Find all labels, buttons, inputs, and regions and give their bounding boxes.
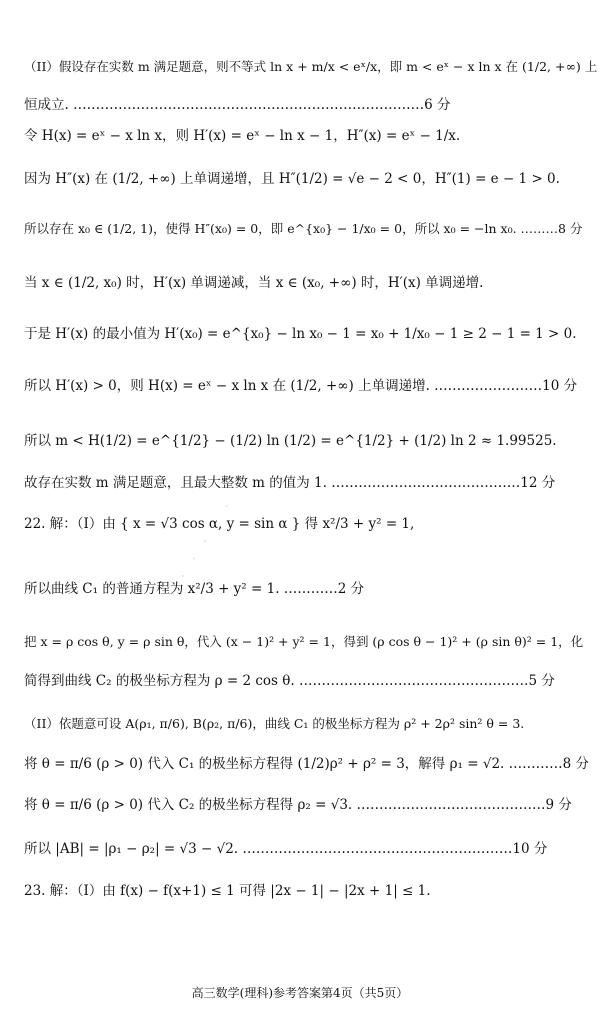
page-footer: 高三数学(理科)参考答案第4页（共5页） <box>191 986 409 1000</box>
text-line-7: 于是 H′(x) 的最小值为 H′(x₀) = e^{x₀} − ln x₀ − 1 = x₀ + 1/x₀ − 1 ≥ 2 − 1 = 1 > 0. <box>24 326 577 342</box>
text-line-10: 故存在实数 m 满足题意，且最大整数 m 的值为 1. ……………………………………12 分 <box>24 475 556 491</box>
text-line-3: 令 H(x) = eˣ − x ln x，则 H′(x) = eˣ − ln x − 1，H″(x) = eˣ − 1/x. <box>24 128 461 144</box>
text-line-2: 恒成立. ……………………………………………………………………6 分 <box>24 97 451 113</box>
watermark: · · · · · · <box>160 493 241 603</box>
text-line-14: 简得到曲线 C₂ 的极坐标方程为 ρ = 2 cos θ. ……………………………………………5 分 <box>24 673 555 689</box>
text-line-11: 22. 解：（I）由 { x = √3 cos α, y = sin α } 得 x²/3 + y² = 1, <box>24 516 415 532</box>
text-line-18: 所以 |AB| = |ρ₁ − ρ₂| = √3 − √2. ……………………………………………………10 分 <box>24 841 548 857</box>
text-line-1: （II）假设存在实数 m 满足题意，则不等式 ln x + m/x < eˣ/x，即 m < eˣ − x ln x 在 (1/2, +∞) 上 <box>24 59 598 74</box>
text-line-5: 所以存在 x₀ ∈ (1/2, 1)，使得 H″(x₀) = 0，即 e^{x₀} − 1/x₀ = 0，所以 x₀ = −ln x₀. ………8 分 <box>24 221 583 236</box>
text-line-15: （II）依题意可设 A(ρ₁, π/6), B(ρ₂, π/6)，曲线 C₁ 的极坐标方程为 ρ² + 2ρ² sin² θ = 3. <box>24 716 525 731</box>
text-line-12: 所以曲线 C₁ 的普通方程为 x²/3 + y² = 1. …………2 分 <box>24 581 365 597</box>
text-line-13: 把 x = ρ cos θ, y = ρ sin θ，代入 (x − 1)² + y² = 1，得到 (ρ cos θ − 1)² + (ρ sin θ)² = 1，化 <box>24 634 584 649</box>
text-line-8: 所以 H′(x) > 0，则 H(x) = eˣ − x ln x 在 (1/2, +∞) 上单调递增. ……………………10 分 <box>24 378 578 394</box>
text-line-16: 将 θ = π/6 (ρ > 0) 代入 C₁ 的极坐标方程得 (1/2)ρ² + ρ² = 3，解得 ρ₁ = √2. …………8 分 <box>24 756 589 772</box>
text-line-9: 所以 m < H(1/2) = e^{1/2} − (1/2) ln (1/2) = e^{1/2} + (1/2) ln 2 ≈ 1.99525. <box>24 433 557 449</box>
text-line-6: 当 x ∈ (1/2, x₀) 时，H′(x) 单调递减，当 x ∈ (x₀, +∞) 时，H′(x) 单调递增. <box>24 275 484 291</box>
text-line-19: 23. 解：（I）由 f(x) − f(x+1) ≤ 1 可得 |2x − 1| − |2x + 1| ≤ 1. <box>24 883 431 899</box>
text-line-17: 将 θ = π/6 (ρ > 0) 代入 C₂ 的极坐标方程得 ρ₂ = √3. ……………………………………9 分 <box>24 797 572 813</box>
text-line-4: 因为 H″(x) 在 (1/2, +∞) 上单调递增，且 H″(1/2) = √e − 2 < 0，H″(1) = e − 1 > 0. <box>24 171 560 187</box>
